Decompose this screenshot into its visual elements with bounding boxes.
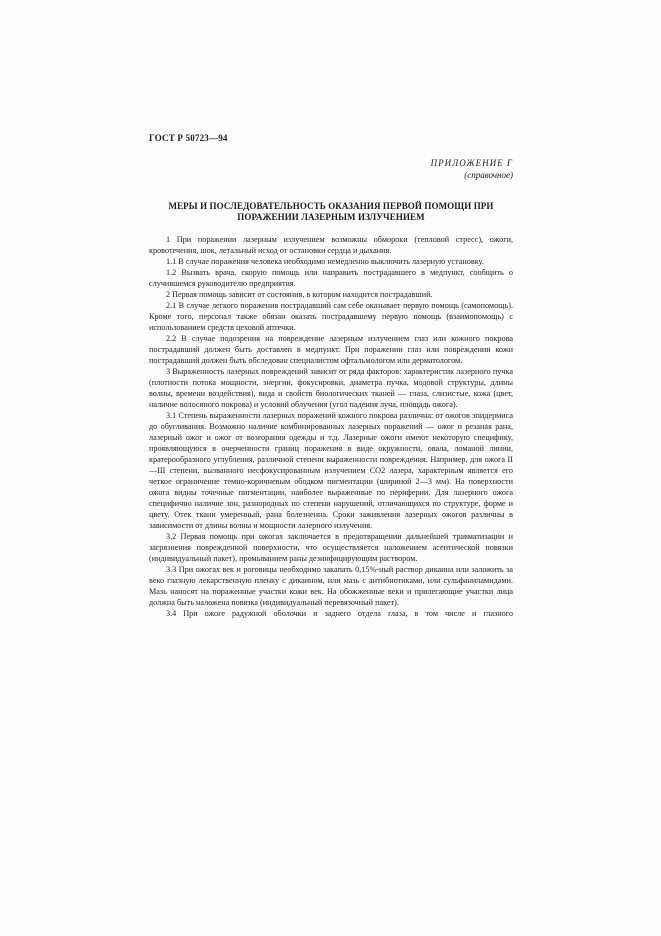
appendix-subtitle: (справочное): [464, 170, 513, 180]
paragraph: 2.1 В случае легкого поражения пострадавший сам себе оказывает первую помощь (самопомощь). Кроме того, персонал также обязан оказать пострадавшему первую помощь (взаимопомощь) с использованием средств цеховой аптечки.: [149, 301, 513, 332]
appendix-title: ПРИЛОЖЕНИЕ Г: [430, 158, 513, 168]
section-title: МЕРЫ И ПОСЛЕДОВАТЕЛЬНОСТЬ ОКАЗАНИЯ ПЕРВОЙ ПОМОЩИ ПРИ ПОРАЖЕНИИ ЛАЗЕРНЫМ ИЗЛУЧЕНИЕМ: [168, 201, 494, 222]
paragraph: 1.1 В случае поражения человека необходимо немедленно выключить лазерную установку.: [166, 257, 484, 266]
appendix-label: [431, 157, 513, 181]
paragraph: 2 Первая помощь зависит от состояния, в котором находится пострадавший.: [166, 290, 433, 299]
paragraph: 1 При поражении лазерным излучением возможны обмороки (тепловой стресс), ожоги, кровотечения, шок, летальный исход от остановки сердца и дыхания.: [149, 235, 513, 255]
paragraph: 3.4 При ожоге радужной оболочки и заднего отдела глаза, в том числе и глазного: [166, 609, 513, 618]
paragraph: 3 Выраженность лазерных повреждений зависит от ряда факторов: характеристик лазерного пучка (плотности потока мощности, энергии, фокусировки, диаметра пучка, модовой структуры, длины волны, времени воздействия), вида и свойств биологических тканей — глаза, слизистые, кожа (цвет, наличие волосяного покрова) и условий облучения (угол падения луча, площадь ожога).: [149, 367, 513, 409]
paragraph: 3.3 При ожогах век и роговицы необходимо закапать 0,15%-ный раствор дикаина или заложить за веко глазную лекарственную пленку с дикаином, или мазь с антибиотиками, или сульфаниламидами. Мазь наносят на пораженные участки кожи век. На обожженные веки и прилегающие участки лица должна быть наложена повязка (индивидуальный перевязочный пакет).: [149, 565, 513, 607]
paragraph: 3.2 Первая помощь при ожогах заключается в предотвращении дальнейшей травматизации и загрязнения поврежденной поверхности, что осуществляется наложением асептической повязки (индивидуальный пакет), промыванием раны дезинфицирующим раствором.: [149, 532, 513, 563]
standard-number: ГОСТ Р 50723—94: [149, 133, 228, 143]
paragraph: 1.2 Вызвать врача, скорую помощь или направить пострадавшего в медпункт, сообщить о случившемся руководителю предприятия.: [149, 268, 513, 288]
paragraph: 2.2 В случае подозрения на повреждение лазерным излучением глаз или кожного покрова пострадавший должен быть доставлен в медпункт. При поражении глаз или повреждении кожи пострадавший должен быть обследован специалистом офтальмологом или дерматологом.: [149, 334, 513, 365]
paragraph: 3.1 Степень выраженности лазерных поражений кожного покрова различна: от ожогов эпидермиса до обугливания. Возможно наличие комбинированных лазерных поражений — ожог и резаная рана, лазерный ожог и ожог от возгорания одежды и т.д. Лазерные ожоги имеют некоторую специфику, проявляющуюся в очерченности границ поражения в виде окружности, овала, ломаной линии, кратерообразного углубления, различной степени выраженности повреждения. Например, для ожога II—III степени, вызванного несфокусированным излучением CO2 лазера, характерным является его четкое ограничение темно-коричневым ободком пигментации (шириной 2—3 мм). На поверхности ожога видны точечные пигментации, наиболее выраженные по периферии. Для лазерного ожога специфично наличие зон, разнородных по степени нарушений, отличающихся по структуре, форме и цвету. Отек ткани умеренный, рана болезненна. Сроки заживления лазерных ожогов различны в зависимости от длины волны и мощности лазерного излучения.: [149, 411, 513, 530]
body-text: [149, 234, 513, 619]
